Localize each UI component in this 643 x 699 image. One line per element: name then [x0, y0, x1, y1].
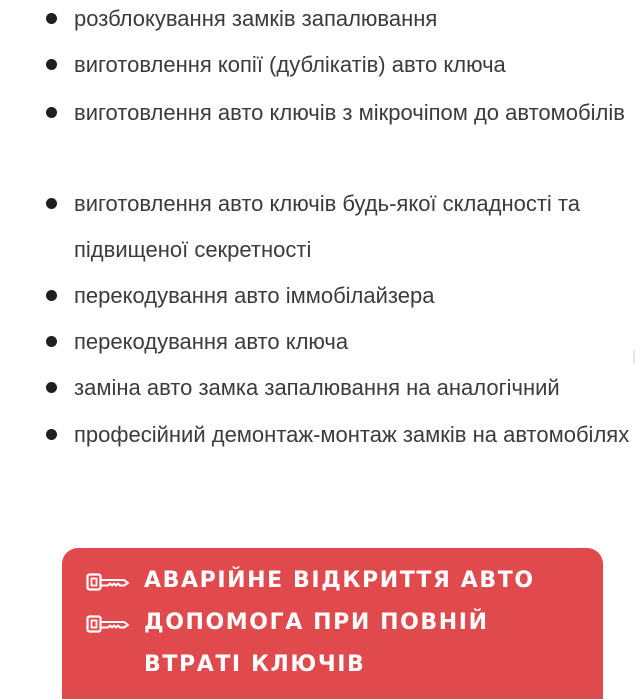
bullet-icon — [46, 59, 57, 70]
bullet-icon — [46, 107, 57, 118]
bullet-icon — [46, 198, 57, 209]
cta-label: ДОПОМОГА ПРИ ПОВНІЙ ВТРАТІ КЛЮЧІВ — [144, 610, 489, 677]
service-label: виготовлення авто ключів будь-якої складності та підвищеної секретності — [74, 191, 580, 262]
bullet-icon — [46, 13, 57, 24]
list-item — [0, 42, 516, 88]
list-item — [0, 0, 447, 42]
key-icon — [86, 615, 130, 633]
key-icon — [86, 573, 130, 591]
bullet-icon — [46, 382, 57, 393]
scroll-indicator — [633, 350, 641, 364]
service-label: виготовлення авто ключів з мікрочіпом до автомобілів — [74, 100, 625, 125]
list-item — [0, 90, 643, 136]
service-label: професійний демонтаж-монтаж замків на автомобілях — [74, 422, 630, 447]
list-item — [0, 412, 643, 458]
service-label: перекодування авто іммобілайзера — [74, 283, 435, 308]
list-item — [0, 181, 643, 273]
service-label: виготовлення копії (дублікатів) авто ключа — [74, 52, 506, 77]
service-label: перекодування авто ключа — [74, 329, 349, 354]
list-item — [0, 273, 444, 319]
list-item — [0, 319, 358, 365]
bullet-icon — [46, 290, 57, 301]
list-item — [0, 365, 570, 411]
bullet-icon — [46, 336, 57, 347]
cta-item-emergency-opening[interactable] — [62, 560, 603, 602]
service-label: заміна авто замка запалювання на аналогічний — [74, 375, 560, 400]
cta-item-lost-keys-help[interactable] — [62, 602, 603, 686]
emergency-services-panel[interactable] — [62, 548, 603, 699]
bullet-icon — [46, 429, 57, 440]
cta-label: АВАРІЙНЕ ВІДКРИТТЯ АВТО — [144, 568, 535, 593]
service-label: розблокування замків запалювання — [74, 6, 438, 31]
